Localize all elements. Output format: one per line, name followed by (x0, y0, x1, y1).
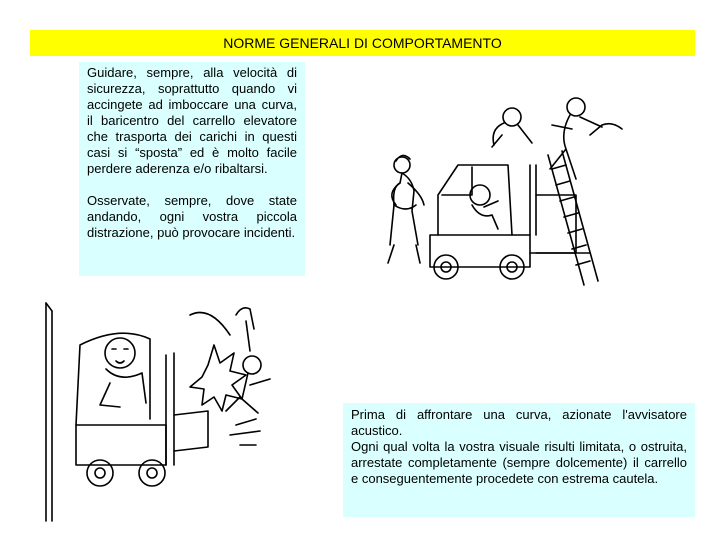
text-box-top (79, 62, 305, 276)
paragraph-visibility: Ogni qual volta la vostra visuale risulti limitata, o ostruita, arrestate completamente (sempre dolcemente) il carrello e conseguentemente procedete con estrema cautela. (351, 439, 687, 486)
text-box-bottom (343, 403, 695, 517)
forklift-tipping-illustration (380, 95, 650, 295)
driver-figure (100, 338, 146, 407)
driver-figure (470, 185, 498, 229)
forklift-body (76, 333, 208, 486)
paragraph-horn: Prima di affrontare una curva, azionate l'avvisatore acustico. (351, 407, 687, 438)
wall-corner (46, 303, 52, 521)
page-title: NORME GENERALI DI COMPORTAMENTO (223, 35, 502, 51)
woman-figure (388, 155, 424, 263)
impact-burst (190, 345, 246, 411)
paragraph-attention: Osservate, sempre, dove state andando, ogni vostra piccola distrazione, può provocare incidenti. (87, 193, 297, 240)
forklift-collision-illustration (40, 295, 285, 525)
paragraph-speed: Guidare, sempre, alla velocità di sicurezza, soprattutto quando vi accingete ad imboccare una curva, il baricentro del carrello elevatore che trasporta dei carichi in questi casi si “sposta” ed è molto facile perdere aderenza e/o ribaltarsi. (87, 65, 297, 176)
title-bar (30, 30, 695, 56)
